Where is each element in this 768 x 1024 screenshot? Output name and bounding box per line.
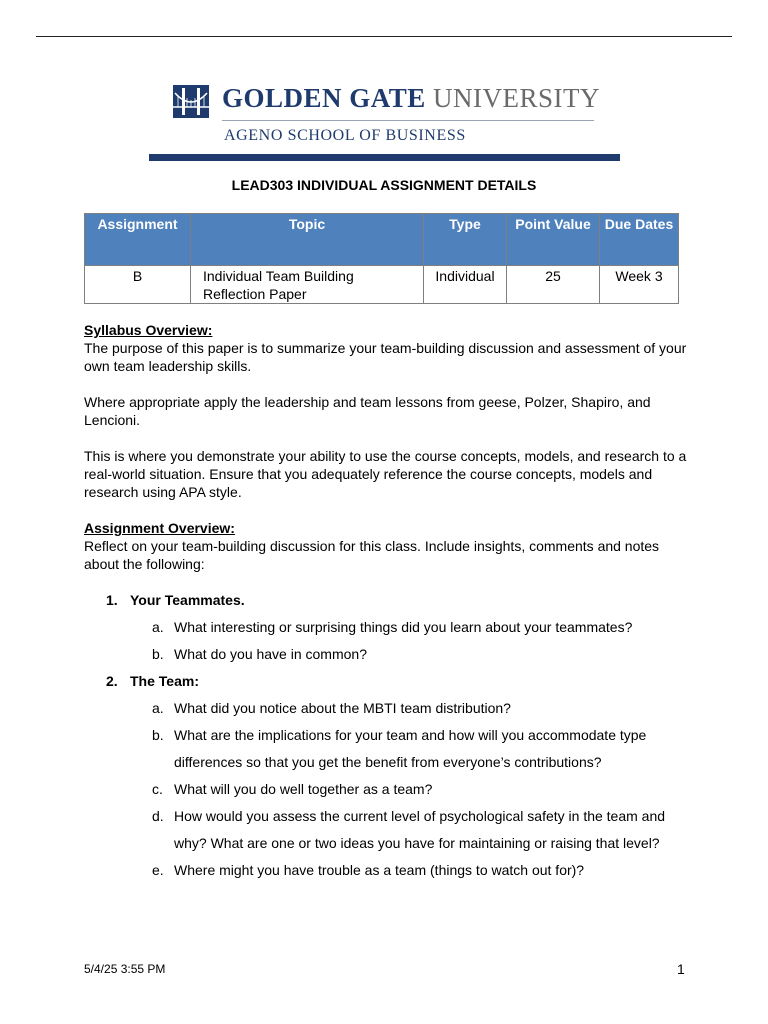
section-label: The Team: xyxy=(130,673,199,689)
question-list xyxy=(84,587,694,884)
table-header-row xyxy=(85,214,679,266)
syllabus-paragraph-1: The purpose of this paper is to summarize your team-building discussion and assessment of your own team leadership skills. xyxy=(84,340,687,374)
section-label: Your Teammates. xyxy=(130,592,245,608)
university-logo xyxy=(173,82,623,162)
syllabus-paragraph-2: Where appropriate apply the leadership and team lessons from geese, Polzer, Shapiro, and Lencioni. xyxy=(84,394,651,428)
list-item: 2. The Team: a. What did you notice about the MBTI team distribution? b. What are the implications for your team and how will you accommodate type differences so that you get the benefit from everyone’s contributions? c. What will you do well together as a team? d. How would you assess the current level of psychological safety in the team and why? What are one or two ideas you have for maintaining or raising that level? e. Where might you have trouble as a team (things to watch out for)? xyxy=(84,668,694,884)
list-item: b. What do you have in common? xyxy=(152,646,367,662)
cell-assignment: B xyxy=(85,266,191,304)
cell-point-value: 25 xyxy=(507,266,600,304)
university-name xyxy=(222,83,600,114)
assignment-table xyxy=(84,213,679,304)
table-row xyxy=(85,266,679,304)
list-item: d. How would you assess the current level of psychological safety in the team and why? What are one or two ideas you have for maintaining or raising that level? xyxy=(152,808,666,851)
syllabus-paragraph-3: This is where you demonstrate your ability to use the course concepts, models, and research to a real-world situation. Ensure that you adequately reference the course concepts, models and research using APA style. xyxy=(84,448,687,500)
cell-type: Individual xyxy=(424,266,507,304)
document-body xyxy=(84,321,694,884)
assignment-intro: Reflect on your team-building discussion for this class. Include insights, comments and notes about the following: xyxy=(84,538,660,572)
document-title: LEAD303 INDIVIDUAL ASSIGNMENT DETAILS xyxy=(231,177,537,193)
page-number: 1 xyxy=(677,961,685,977)
top-rule xyxy=(36,36,732,37)
header-topic: Topic xyxy=(191,214,424,266)
list-item: a. What interesting or surprising things did you learn about your teammates? xyxy=(152,619,633,635)
cell-topic: Individual Team Building Reflection Paper xyxy=(191,266,424,304)
logo-bar xyxy=(149,154,620,161)
logo-divider xyxy=(222,120,594,121)
header-assignment: Assignment xyxy=(85,214,191,266)
cell-due-date: Week 3 xyxy=(600,266,679,304)
header-type: Type xyxy=(424,214,507,266)
list-item: e. Where might you have trouble as a team (things to watch out for)? xyxy=(152,862,585,878)
list-item: a. What did you notice about the MBTI team distribution? xyxy=(152,700,511,716)
sub-question-list xyxy=(130,614,694,668)
school-name: AGENO SCHOOL OF BUSINESS xyxy=(224,127,466,144)
university-name-light: UNIVERSITY xyxy=(433,83,601,113)
list-item: b. What are the implications for your team and how will you accommodate type differences so that you get the benefit from everyone’s contributions? xyxy=(152,727,647,770)
golden-gate-bridge-icon xyxy=(173,85,209,118)
header-point-value: Point Value xyxy=(507,214,600,266)
header-due-dates: Due Dates xyxy=(600,214,679,266)
footer-timestamp: 5/4/25 3:55 PM xyxy=(84,962,166,976)
syllabus-heading: Syllabus Overview: xyxy=(84,322,213,338)
assignment-heading: Assignment Overview: xyxy=(84,520,235,536)
list-item: c. What will you do well together as a team? xyxy=(152,781,433,797)
university-name-bold: GOLDEN GATE xyxy=(222,83,426,113)
list-item: 1. Your Teammates. a. What interesting or surprising things did you learn about your teammates? b. What do you have in common? xyxy=(84,587,694,668)
sub-question-list xyxy=(130,695,694,884)
